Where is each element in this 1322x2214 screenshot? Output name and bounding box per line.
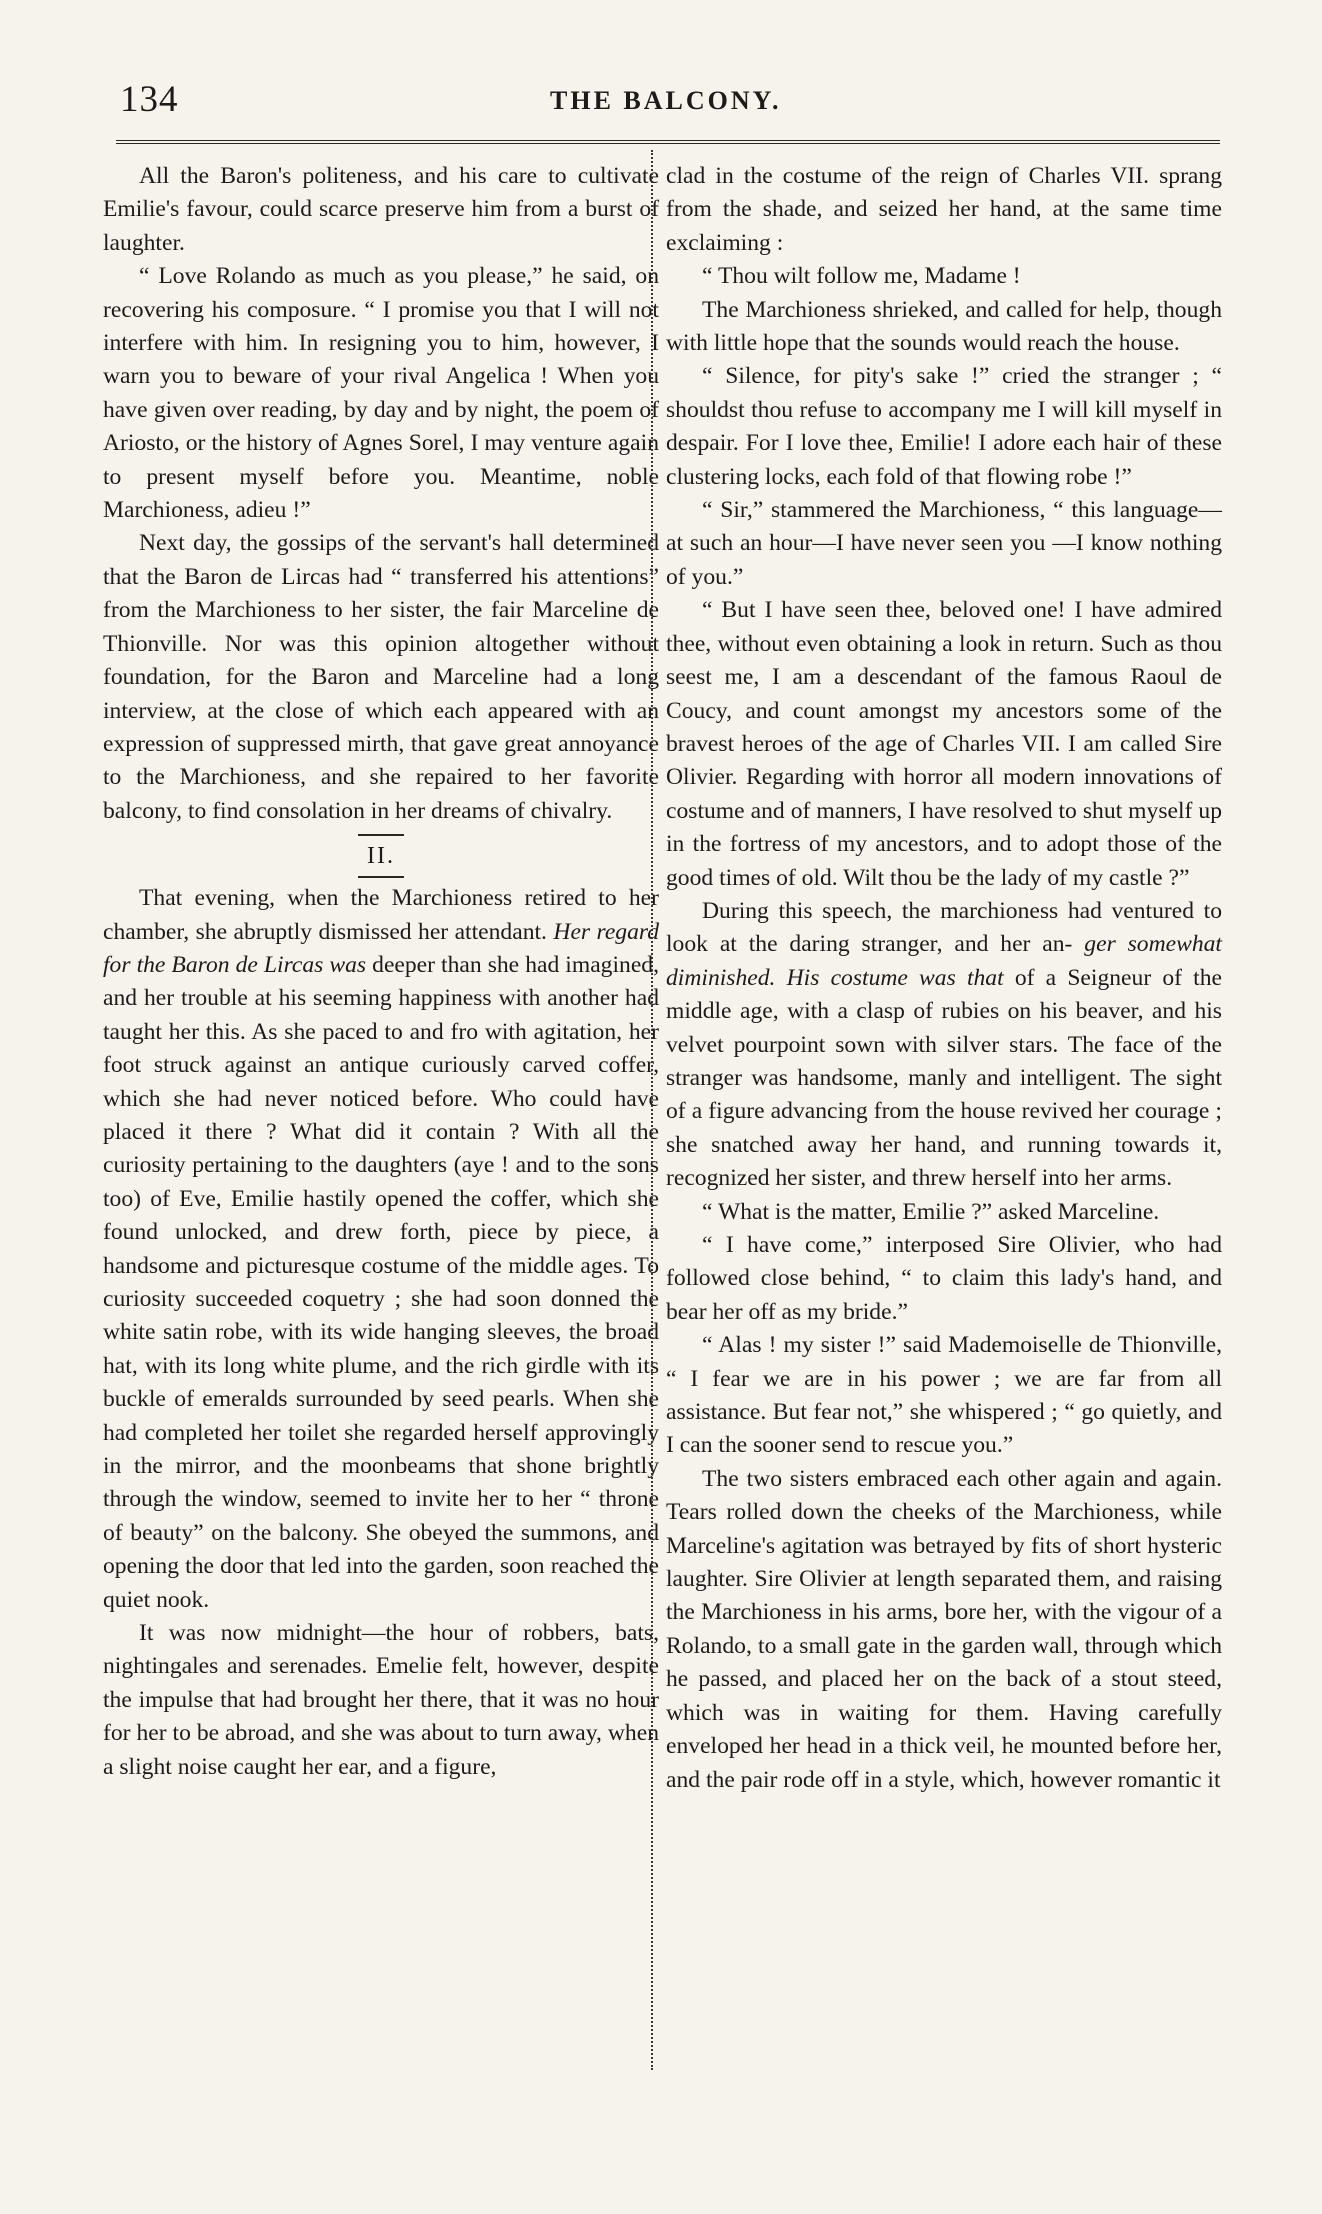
paragraph: “ Love Rolando as much as you please,” he said, on recovering his composure. “ I promise you that I will not interfere with him. In resigning you to him, however, I warn you to beware of your rival Angelica ! When you have given over reading, by day and by night, the poem of Ariosto, or the history of Agnes Sorel, I may venture again to present myself before you. Meantime, noble Marchioness, adieu !” — [103, 263, 659, 524]
paragraph: “ Thou wilt follow me, Madame ! — [702, 263, 1021, 290]
running-head: THE BALCONY. — [550, 86, 782, 115]
italic-text-run: Her regard for the Baron de Lircas was — [103, 918, 660, 978]
paragraph: “ Alas ! my sister !” said Mademoiselle de Thionville, “ I fear we are in his power ; we are far from all assistance. But fear not,” she whispered ; “ go quietly, and I can the sooner send to rescue you.” — [666, 1332, 1222, 1459]
section-number: II. — [367, 843, 395, 870]
paragraph: “ What is the matter, Emilie ?” asked Marceline. — [702, 1198, 1160, 1225]
paragraph: The Marchioness shrieked, and called for help, though with little hope that the sounds would reach the house. — [666, 296, 1222, 357]
text-run: deeper than she had imagined, and her trouble at his seeming happiness with another had taught her this. As she paced to and fro with agitation, her foot struck against an antique curiously carved coffer, which she had never noticed before. Who could have placed it there ? What did it contain ? With all the curiosity pertaining to the daughters (aye ! and to the sons too) of Eve, Emilie hastily opened the coffer, which she found unlocked, and drew forth, piece by piece, a handsome and picturesque costume of the middle ages. To curiosity succeeded coquetry ; she had soon donned the white satin robe, with its wide hanging sleeves, the broad hat, with its long white plume, and the rich girdle with its buckle of emeralds surrounded by seed pearls. When she had completed her toilet she regarded herself approvingly in the mirror, and the moonbeams that shone brightly through the window, seemed to invite her to her “ throne of beauty” on the balcony. She obeyed the summons, and opening the door that led into the garden, soon reached the quiet nook. — [103, 951, 659, 1613]
column-divider — [651, 150, 653, 2070]
paragraph: “ Sir,” stammered the Marchioness, “ this language—at such an hour—I have never seen you —I know nothing of you.” — [666, 497, 1222, 590]
left-column — [103, 160, 659, 1784]
text-run: That evening, when the Marchioness retired to her chamber, she abruptly dismissed her attendant. — [103, 885, 659, 945]
text-run: During this speech, the marchioness had ventured to look at the daring stranger, and her an- — [666, 897, 1222, 958]
paragraph: “ But I have seen thee, beloved one! I have admired thee, without even obtaining a look in return. Such as thou seest me, I am a descendant of the famous Raoul de Coucy, and count amongst my ancestors some of the bravest heroes of the age of Charles VII. I am called Sire Olivier. Regarding with horror all modern innovations of costume and of manners, I have resolved to shut myself up in the fortress of my ancestors, and to adopt those of the good times of old. Wilt thou be the lady of my castle ?” — [666, 597, 1222, 891]
paragraph: The two sisters embraced each other again and again. Tears rolled down the cheeks of the Marchioness, while Marceline's agitation was betrayed by fits of short hysteric laughter. Sire Olivier at length separated them, and raising the Marchioness in his arms, bore her, with the vigour of a Rolando, to a small gate in the garden wall, through which he passed, and placed her on the back of a stout steed, which was in waiting for them. Having carefully enveloped her head in a thick veil, he mounted before her, and the pair rode off in a style, which, however romantic it — [666, 1465, 1222, 1793]
header-rule — [116, 140, 1220, 144]
paragraph: Next day, the gossips of the servant's hall determined that the Baron de Lircas had “ transferred his attentions” from the Marchioness to her sister, the fair Marceline de Thionville. Nor was this opinion altogether without foundation, for the Baron and Marceline had a long interview, at the close of which each appeared with an expression of suppressed mirth, that gave great annoyance to the Marchioness, and she repaired to her favorite balcony, to find consolation in her dreams of chivalry. — [103, 530, 659, 824]
paragraph: “ Silence, for pity's sake !” cried the stranger ; “ shouldst thou refuse to accompany me I will kill myself in despair. For I love thee, Emilie! I adore each hair of these clustering locks, each fold of that flowing robe !” — [666, 363, 1222, 490]
right-column — [666, 160, 1222, 1797]
section-rule-bottom — [358, 876, 404, 878]
italic-text-run: ger somewhat diminished. His costume was that — [666, 931, 1222, 991]
paragraph — [666, 895, 1222, 1196]
paragraph: clad in the costume of the reign of Charles VII. sprang from the shade, and seized her hand, at the same time exclaiming : — [666, 163, 1222, 256]
section-separator — [103, 834, 659, 878]
paragraph — [103, 882, 659, 1617]
page-number: 134 — [120, 79, 179, 120]
text-run: of a Seigneur of the middle age, with a clasp of rubies on his beaver, and his velvet pourpoint sown with silver stars. The face of the stranger was handsome, manly and intelligent. The sight of a figure advancing from the house revived her courage ; she snatched away her hand, and running towards it, recognized her sister, and threw herself into her arms. — [666, 964, 1223, 1192]
paragraph: It was now midnight—the hour of robbers, bats, nightingales and serenades. Emelie felt, however, despite the impulse that had brought her there, that it was no hour for her to be abroad, and she was about to turn away, when a slight noise caught her ear, and a figure, — [103, 1620, 659, 1780]
page-header — [120, 78, 1220, 128]
paragraph: All the Baron's politeness, and his care to cultivate Emilie's favour, could scarce preserve him from a burst of laughter. — [103, 163, 659, 256]
paragraph: “ I have come,” interposed Sire Olivier, who had followed close behind, “ to claim this lady's hand, and bear her off as my bride.” — [666, 1232, 1222, 1325]
